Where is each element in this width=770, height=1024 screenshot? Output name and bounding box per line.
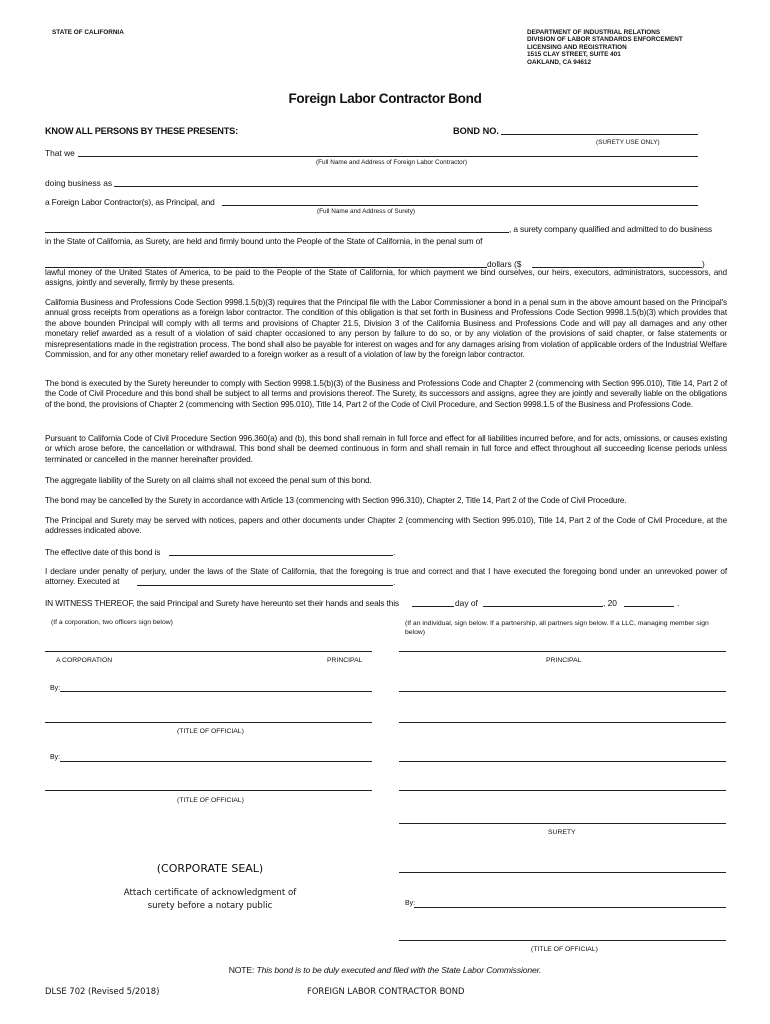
corporate-seal-label: (CORPORATE SEAL) — [156, 862, 264, 875]
page-title: Foreign Labor Contractor Bond — [288, 91, 482, 106]
surety-signature-line[interactable] — [399, 823, 726, 824]
form-id: DLSE 702 (Revised 5/2018) — [45, 986, 160, 996]
dept-line: OAKLAND, CA 94612 — [527, 58, 592, 66]
know-all-heading: KNOW ALL PERSONS BY THESE PRESENTS: — [45, 126, 238, 136]
principal-label: a Foreign Labor Contractor(s), as Principal, and — [45, 197, 215, 207]
individual-note: (If an individual, sign below. If a partnership, all partners sign below. If a LLC, managing member sign below) — [405, 620, 709, 636]
title-official-caption-1: (TITLE OF OFFICIAL) — [177, 728, 244, 735]
title-official-caption-surety: (TITLE OF OFFICIAL) — [531, 946, 598, 953]
effective-date-field[interactable] — [169, 555, 393, 556]
effective-date-label: The effective date of this bond is — [45, 547, 161, 557]
surety-address-field[interactable] — [45, 232, 509, 233]
dept-line: DIVISION OF LABOR STANDARDS ENFORCEMENT — [527, 36, 683, 44]
dollars-close: ) — [702, 259, 705, 269]
principal-signature-line-4[interactable] — [399, 761, 726, 762]
principal-caption-right: PRINCIPAL — [546, 657, 582, 664]
dept-line: LICENSING AND REGISTRATION — [527, 43, 627, 51]
witness-year-field[interactable] — [624, 606, 674, 607]
bond-no-field[interactable] — [501, 134, 698, 135]
officer-2-title-line[interactable] — [45, 790, 372, 791]
declaration-end: . — [393, 577, 396, 587]
a-corporation-caption: A CORPORATION — [56, 657, 113, 664]
contractor-name-field[interactable] — [78, 156, 698, 157]
officer-2-signature-line[interactable] — [60, 761, 372, 762]
acknowledgment-line-2: surety before a notary public — [147, 900, 273, 911]
note-prefix: NOTE: — [228, 965, 255, 975]
officer-1-signature-line[interactable] — [60, 691, 372, 692]
year-end: . — [677, 598, 680, 608]
surety-by-signature-line[interactable] — [414, 907, 726, 908]
surety-caption: SURETY — [548, 829, 576, 836]
principal-signature-line-2[interactable] — [399, 691, 726, 692]
by-label-1: By: — [50, 685, 61, 692]
surety-use-only-note: (SURETY USE ONLY) — [596, 139, 660, 146]
witness-month-field[interactable] — [483, 606, 603, 607]
corporation-signature-line[interactable] — [45, 651, 372, 652]
paragraph-requirement: California Business and Professions Code Section 9998.1.5(b)(3) requires that the Principal file with the Labor Commissioner a bond in a penal sum in the above amount based on the Principal's annual gross receipts from operations as a foreign labor contractor. The condition of this obligation is that set forth in Business and Professions Code Section 9998.1.5(b)(3) which provides that the above bounden Principal will comply with all terms and provisions of Chapter 21.5, Division 3 of the California Business and Professions Code and will pay all damages and any other monetary relief awarded as a result of a violation of said chapter occasioned to any person by failure to do so, or by any violation of the provisions of said chapter, or false statements or misrepresentations made in the registration process. The bond shall also be payable for interest on wages and for any damages arising from violation of applicable orders of the Industrial Welfare Commission, and for any other monetary relief awarded to a foreign worker as a result of a violation of law by the foreign labor contractor. — [45, 298, 727, 360]
principal-signature-line-5[interactable] — [399, 790, 726, 791]
day-of-label: day of — [455, 598, 478, 608]
dba-label: doing business as — [45, 178, 113, 188]
corporation-note: (If a corporation, two officers sign below) — [51, 619, 173, 626]
that-we-label: That we — [45, 148, 75, 158]
state-label: STATE OF CALIFORNIA — [52, 29, 124, 36]
acknowledgment-line-1: Attach certificate of acknowledgment of — [123, 888, 297, 898]
surety-title-line[interactable] — [399, 940, 726, 941]
dept-line: DEPARTMENT OF INDUSTRIAL RELATIONS — [527, 29, 661, 36]
contractor-name-caption: (Full Name and Address of Foreign Labor Contractor) — [316, 159, 467, 166]
principal-caption-left: PRINCIPAL — [327, 657, 363, 664]
paragraph-service: The Principal and Surety may be served with notices, papers and other documents under Chapter 2 (commencing with Section 995.010), Title 14, Part 2 of the Code of Civil Procedure, at the addresses indicated above. — [45, 516, 727, 536]
paragraph-cancellation: The bond may be cancelled by the Surety in accordance with Article 13 (commencing with Section 996.310), Chapter 2, Title 14, Part 2 of the Code of Civil Procedure. — [45, 496, 627, 505]
dba-field[interactable] — [114, 186, 698, 187]
dollars-label: dollars ($ — [487, 259, 522, 269]
effective-date-end: . — [393, 547, 396, 557]
by-label-surety: By: — [405, 900, 416, 907]
witness-day-field[interactable] — [412, 606, 454, 607]
declaration-sentence: I declare under penalty of perjury, under the laws of the State of California, that the foregoing is true and correct and that I have executed the foregoing bond under an unrevoked power of attorney. Executed at — [45, 567, 727, 587]
bond-no-label: BOND NO. — [453, 126, 499, 136]
surety-name-caption: (Full Name and Address of Surety) — [317, 208, 416, 215]
state-bound-text: in the State of California, as Surety, are held and firmly bound unto the People of the State of California, in the penal sum of — [45, 236, 483, 246]
surety-name-field[interactable] — [222, 205, 698, 206]
form-name: FOREIGN LABOR CONTRACTOR BOND — [307, 986, 465, 996]
filing-note — [0, 965, 770, 975]
dept-line: 1515 CLAY STREET, SUITE 401 — [527, 51, 621, 59]
note-text: This bond is to be duly executed and filed with the State Labor Commissioner. — [254, 965, 542, 975]
principal-signature-line-3[interactable] — [399, 722, 726, 723]
officer-1-title-line[interactable] — [45, 722, 372, 723]
paragraph-execution: The bond is executed by the Surety hereunder to comply with Section 9998.1.5(b)(3) of the Business and Professions Code and Chapter 2 (commencing with Section 995.010), Title 14, Part 2 of the Code of Civil Procedure and this bond shall be subject to all terms and provisions thereof. The Surety, its successors and assigns, agree they are jointly and severally liable on the obligations of the bond, the provisions of Chapter 2 (commencing with Section 995.010), Title 14, Part 2 of the Code of Civil Procedure, and Section 9998.1.5 of the Business and Professions Code. — [45, 379, 727, 409]
witness-text: IN WITNESS THEREOF, the said Principal and Surety have hereunto set their hands and seals this — [45, 598, 399, 608]
paragraph-continuous: Pursuant to California Code of Civil Procedure Section 996.360(a) and (b), this bond shall remain in full force and effect for all liabilities incurred before, and for acts, omissions, or causes existing or which arose before, the cancellation or withdrawal. This bond shall be deemed continuous in form and shall remain in full force and effect throughout all succeeding license periods unless terminated or cancelled in the manner hereinafter provided. — [45, 434, 727, 464]
surety-company-text: , a surety company qualified and admitted to do business — [509, 224, 712, 234]
principal-signature-line[interactable] — [399, 651, 726, 652]
executed-at-field[interactable] — [137, 585, 393, 586]
year-label: , 20 — [603, 598, 617, 608]
acknowledgment-note — [100, 887, 320, 912]
surety-line-1[interactable] — [399, 872, 726, 873]
lawful-money-text: lawful money of the United States of America, to be paid to the People of the State of California, for which payment we bind ourselves, our heirs, executors, administrators, successors, and assigns, jointly and severally, firmly by these presents. — [45, 268, 727, 288]
title-official-caption-2: (TITLE OF OFFICIAL) — [177, 797, 244, 804]
by-label-2: By: — [50, 754, 61, 761]
paragraph-aggregate: The aggregate liability of the Surety on all claims shall not exceed the penal sum of this bond. — [45, 476, 372, 485]
department-address — [527, 29, 683, 66]
